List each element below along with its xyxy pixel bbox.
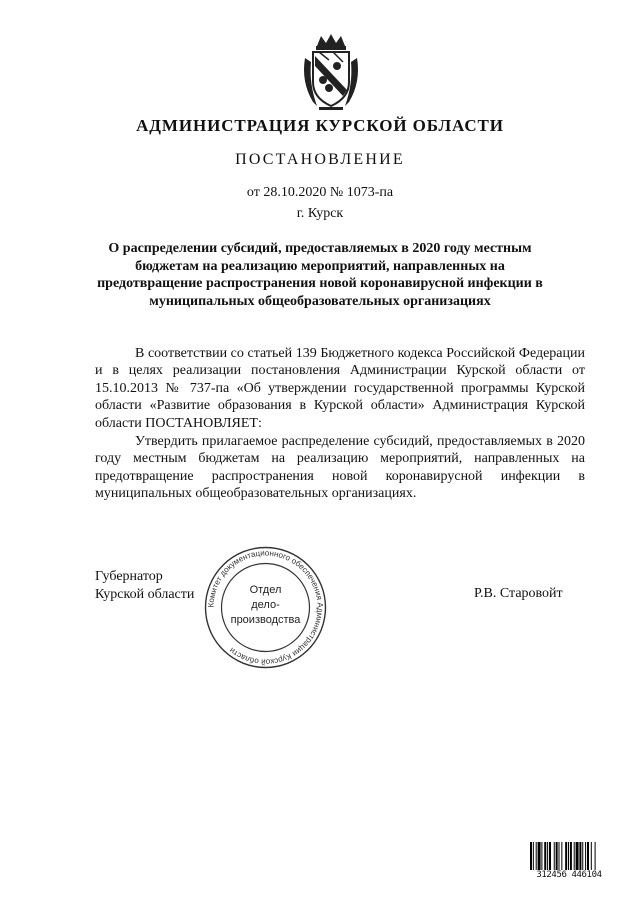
stamp-center-line3: производства [230,614,301,626]
body-paragraph-1 [95,345,585,432]
stamp-ring-text: Комитет документационного обеспечения Администрации Курской области [206,548,325,667]
barcode-number: 312456 446104 [530,870,608,880]
document-date-number: от 28.10.2020 № 1073-па [246,185,394,200]
signer-name: Р.В. Старовойт [474,586,563,601]
signer-position-line2: Курской области [95,587,195,602]
signer-position [95,568,194,604]
document-type: ПОСТАНОВЛЕНИЕ [235,151,405,168]
coat-of-arms-emblem [299,32,363,112]
body-paragraph-2 [95,433,585,503]
document-city: г. Курск [296,206,344,221]
office-stamp [203,545,328,670]
paragraph-1-text: В соответствии со статьей 139 Бюджетного кодекса Российской Федерации и в целях реализации постановления Администрации Курской области от 15.10.2013 № 737-па «Об утверждении государственной программы Курской области «Развитие образования в Курской области» Администрация Курской области ПОСТАНОВЛЯЕТ: [95,346,585,431]
document-subject: О распределении субсидий, предоставляемых в 2020 году местным бюджетам на реализацию мероприятий, направленных на предотвращение распространения новой коронавирусной инфекции в муниципальных общеобразовательных организациях [97,241,543,309]
organization-title: АДМИНИСТРАЦИЯ КУРСКОЙ ОБЛАСТИ [136,116,504,135]
paragraph-2-text: Утвердить прилагаемое распределение субсидий, предоставляемых в 2020 году местным бюджетам на реализацию мероприятий, направленных на предотвращение распространения новой коронавирусной инфекции в муниципальных общеобразовательных организациях. [95,434,585,502]
stamp-center-line2: дело- [251,599,280,611]
signer-position-line1: Губернатор [95,569,163,584]
stamp-center-line1: Отдел [249,584,282,596]
